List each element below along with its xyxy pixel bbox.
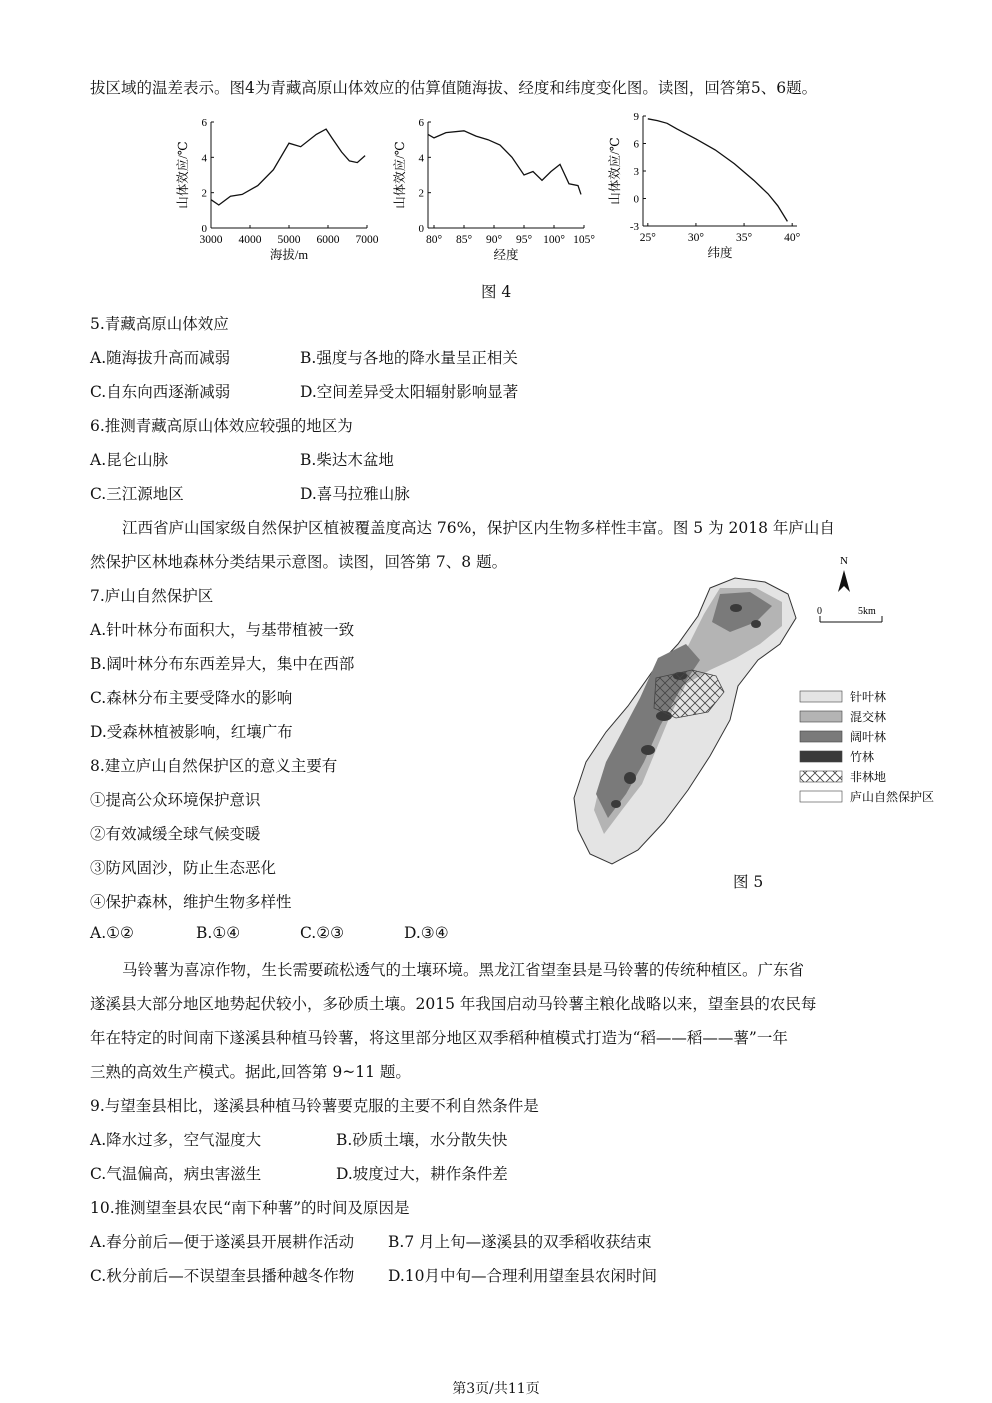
legend-swatch-nonforest xyxy=(800,771,842,782)
q5-option-d[interactable]: D.空间差异受太阳辐射影响显著 xyxy=(300,383,519,401)
chart1-x-axis-label: 海拔/m xyxy=(269,248,309,262)
chart1-y-tick-label: 6 xyxy=(201,117,207,129)
q5-option-a[interactable]: A.随海拔升高而减弱 xyxy=(90,349,231,367)
page-number: 第3页/共11页 xyxy=(452,1381,540,1397)
figure-5-caption: 图 5 xyxy=(733,873,764,891)
legend-swatch-reserve xyxy=(800,791,842,802)
chart1-y-axis-label: 山体效应/℃ xyxy=(176,141,190,209)
map-legend xyxy=(800,689,934,804)
scale-bar xyxy=(817,606,882,622)
q8-option-d[interactable]: D.③④ xyxy=(404,924,449,942)
q7-option-c[interactable]: C.森林分布主要受降水的影响 xyxy=(90,689,293,707)
chart1-y-tick-label: 4 xyxy=(201,152,207,165)
q9-stem: 9.与望奎县相比，遂溪县种植马铃薯要克服的主要不利自然条件是 xyxy=(90,1097,539,1115)
chart1-x-tick-label: 6000 xyxy=(316,234,340,246)
q6-option-b[interactable]: B.柴达木盆地 xyxy=(300,451,394,469)
chart2-x-tick-label: 100° xyxy=(543,234,565,246)
figure-5-map xyxy=(560,548,960,878)
chart2-y-tick-label: 0 xyxy=(418,223,424,235)
chart3-x-tick-label: 35° xyxy=(736,232,753,244)
q9-option-d[interactable]: D.坡度过大，耕作条件差 xyxy=(336,1165,508,1183)
chart2-y-axis-label: 山体效应/℃ xyxy=(393,141,407,209)
chart3-x-tick-label: 40° xyxy=(784,232,801,244)
q9-option-c[interactable]: C.气温偏高，病虫害滋生 xyxy=(90,1165,262,1183)
chart3-y-axis-label: 山体效应/℃ xyxy=(608,137,622,205)
q10-option-a[interactable]: A.春分前后—便于遂溪县开展耕作活动 xyxy=(90,1233,355,1251)
passage2-line1: 江西省庐山国家级自然保护区植被覆盖度高达 76%，保护区内生物多样性丰富。图 5 为 2018 年庐山自 xyxy=(122,519,835,537)
chart2-x-tick-label: 80° xyxy=(425,234,443,246)
q7-stem: 7.庐山自然保护区 xyxy=(90,587,214,605)
q10-stem: 10.推测望奎县农民“南下种薯”的时间及原因是 xyxy=(90,1199,410,1217)
q7-option-d[interactable]: D.受森林植被影响，红壤广布 xyxy=(90,723,293,741)
q7-option-b[interactable]: B.阔叶林分布东西差异大，集中在西部 xyxy=(90,655,355,673)
chart1-y-tick-label: 2 xyxy=(201,187,207,200)
chart2-x-tick-label: 85° xyxy=(455,234,473,246)
passage2-line2: 然保护区林地森林分类结果示意图。读图，回答第 7、8 题。 xyxy=(90,553,508,571)
q8-stem: 8.建立庐山自然保护区的意义主要有 xyxy=(90,757,338,775)
figure-4-caption: 图 4 xyxy=(481,283,512,301)
chart2-x-axis-label: 经度 xyxy=(493,248,519,262)
intro-text: 拔区域的温差表示。图4为青藏高原山体效应的估算值随海拔、经度和纬度变化图。读图，回答第5、6题。 xyxy=(90,79,818,97)
chart2-series-line xyxy=(428,131,581,195)
chart1-x-tick-label: 7000 xyxy=(355,234,379,246)
passage3-line3: 年在特定的时间南下遂溪县种植马铃薯，将这里部分地区双季稻种植模式打造为“稻——稻——薯”一年 xyxy=(90,1029,788,1047)
scale-zero: 0 xyxy=(817,606,822,617)
chart3-y-tick-label: 9 xyxy=(633,111,639,123)
chart1-series-line xyxy=(211,129,365,205)
q6-option-c[interactable]: C.三江源地区 xyxy=(90,485,184,503)
legend-swatch-broadleaf xyxy=(800,731,842,742)
legend-label-mixed: 混交林 xyxy=(850,710,887,724)
chart1-y-tick-label: 0 xyxy=(201,223,207,235)
scale-distance: 5km xyxy=(858,606,876,617)
q5-stem: 5.青藏高原山体效应 xyxy=(90,315,229,333)
legend-label-broadleaf: 阔叶林 xyxy=(850,730,887,744)
chart3-y-tick-label: 6 xyxy=(633,138,639,151)
q9-option-a[interactable]: A.降水过多，空气湿度大 xyxy=(90,1131,262,1149)
q8-item-3: ③防风固沙，防止生态恶化 xyxy=(90,859,277,877)
north-arrow-icon xyxy=(838,570,850,592)
q10-option-d[interactable]: D.10月中旬—合理利用望奎县农闲时间 xyxy=(388,1267,658,1285)
chart3-x-tick-label: 25° xyxy=(639,232,656,244)
chart1-x-tick-label: 5000 xyxy=(277,234,301,246)
passage3-line4: 三熟的高效生产模式。据此,回答第 9~11 题。 xyxy=(90,1063,411,1081)
legend-label-nonforest: 非林地 xyxy=(850,770,887,784)
q5-option-b[interactable]: B.强度与各地的降水量呈正相关 xyxy=(300,349,518,367)
north-label: N xyxy=(840,555,848,567)
chart2-x-tick-label: 95° xyxy=(515,234,533,246)
q10-option-b[interactable]: B.7 月上旬—遂溪县的双季稻收获结束 xyxy=(388,1233,652,1251)
chart2-x-tick-label: 90° xyxy=(485,234,503,246)
legend-label-bamboo: 竹林 xyxy=(850,750,875,764)
q8-option-c[interactable]: C.②③ xyxy=(300,924,345,942)
q5-option-c[interactable]: C.自东向西逐渐减弱 xyxy=(90,383,231,401)
q8-item-1: ①提高公众环境保护意识 xyxy=(90,791,261,809)
chart3-y-tick-label: 0 xyxy=(633,193,639,206)
passage3-line1: 马铃薯为喜凉作物，生长需要疏松透气的土壤环境。黑龙江省望奎县是马铃薯的传统种植区。广东省 xyxy=(122,961,805,979)
chart2-y-tick-label: 2 xyxy=(418,187,424,200)
passage3-line2: 遂溪县大部分地区地势起伏较小，多砂质土壤。2015 年我国启动马铃薯主粮化战略以来，望奎县的农民每 xyxy=(90,995,817,1013)
legend-label-conifer: 针叶林 xyxy=(850,690,887,704)
chart3-y-tick-label: 3 xyxy=(633,166,639,178)
q6-stem: 6.推测青藏高原山体效应较强的地区为 xyxy=(90,417,353,435)
q8-option-b[interactable]: B.①④ xyxy=(196,924,241,942)
legend-label-reserve: 庐山自然保护区 xyxy=(850,790,935,804)
q7-option-a[interactable]: A.针叶林分布面积大，与基带植被一致 xyxy=(90,621,355,639)
chart1-x-tick-label: 4000 xyxy=(238,234,262,246)
chart2-y-tick-label: 4 xyxy=(418,152,424,165)
q8-item-2: ②有效减缓全球气候变暖 xyxy=(90,825,261,843)
q9-option-b[interactable]: B.砂质土壤，水分散失快 xyxy=(336,1131,508,1149)
legend-swatch-bamboo xyxy=(800,751,842,762)
q8-item-4: ④保护森林，维护生物多样性 xyxy=(90,893,292,911)
chart2-x-tick-label: 105° xyxy=(573,234,595,246)
chart3-x-axis-label: 纬度 xyxy=(707,246,733,260)
chart3-x-tick-label: 30° xyxy=(687,232,704,244)
q10-option-c[interactable]: C.秋分前后—不误望奎县播种越冬作物 xyxy=(90,1267,355,1285)
chart3-series-line xyxy=(648,119,788,222)
q8-option-a[interactable]: A.①② xyxy=(90,924,134,942)
chart3-y-tick-label: -3 xyxy=(629,221,639,233)
q6-option-a[interactable]: A.昆仑山脉 xyxy=(90,451,169,469)
figure-4-charts xyxy=(0,108,992,378)
legend-swatch-conifer xyxy=(800,691,842,702)
legend-swatch-mixed xyxy=(800,711,842,722)
chart2-y-tick-label: 6 xyxy=(418,117,424,129)
q6-option-d[interactable]: D.喜马拉雅山脉 xyxy=(300,485,410,503)
chart1-x-tick-label: 3000 xyxy=(199,234,223,246)
